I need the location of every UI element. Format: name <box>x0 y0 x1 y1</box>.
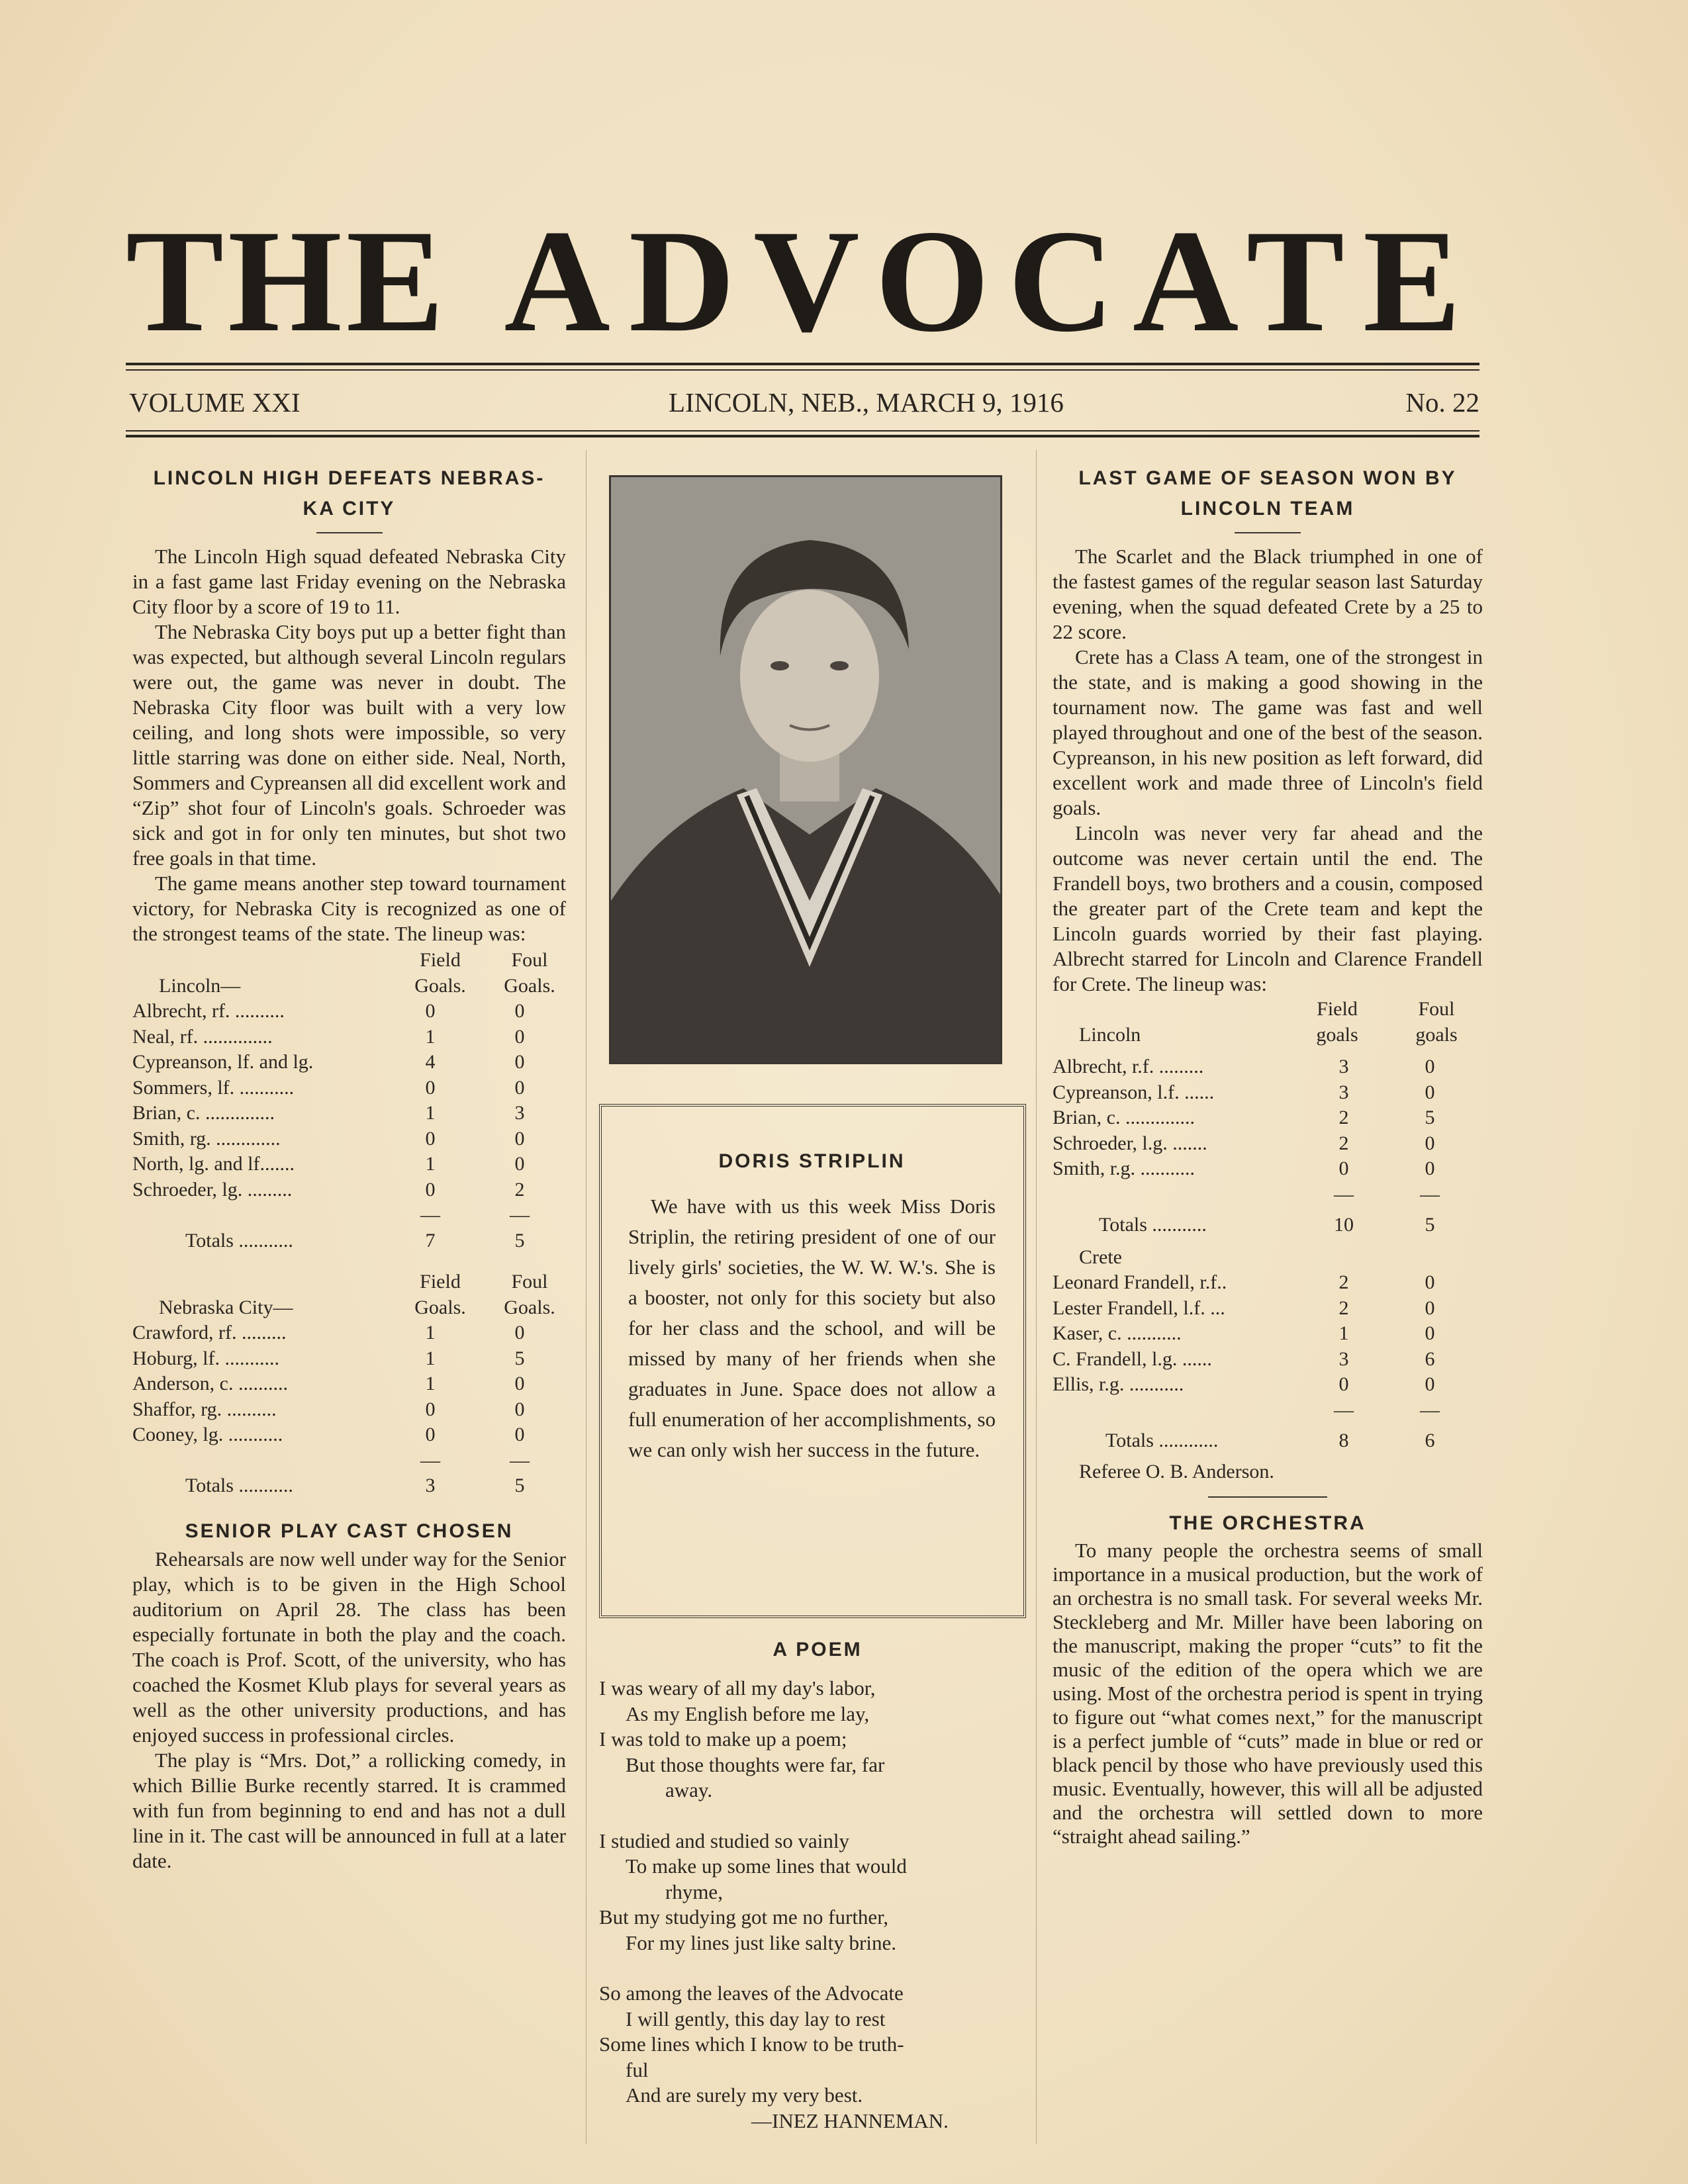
poem-line: rhyme, <box>665 1880 723 1903</box>
paragraph: The Lincoln High squad defeated Nebraska City in a fast game last Friday evening on the Nebraska City floor by a score of 19 to 11. <box>132 545 566 618</box>
player: Shaffor, rg. .......... <box>132 1398 277 1420</box>
totals-label: Totals ........... <box>1099 1214 1207 1236</box>
player: Albrecht, rf. .......... <box>132 1000 285 1022</box>
totals-row <box>1053 1212 1483 1238</box>
foul-goals: 2 <box>514 1178 525 1201</box>
field-goals: 0 <box>425 1424 436 1445</box>
lineup-table-nebraska-city <box>132 1269 566 1499</box>
headline-line: LAST GAME OF SEASON WON BY <box>1078 467 1457 489</box>
foul-goals: 0 <box>1425 1373 1435 1395</box>
dash: — <box>1420 1398 1440 1421</box>
player: Kaser, c. ........... <box>1053 1322 1182 1344</box>
foul-goals: 0 <box>514 1373 525 1394</box>
top-rule-thick <box>126 363 1479 365</box>
player: Sommers, lf. ........... <box>132 1076 295 1099</box>
foul-goals: 5 <box>514 1347 525 1369</box>
field-goals: 1 <box>425 1347 436 1369</box>
top-rule-thin <box>126 369 1479 371</box>
field-goals: 0 <box>425 1076 436 1099</box>
dash: — <box>420 1449 440 1471</box>
total-field-goals: 7 <box>425 1229 436 1251</box>
foul-goals: 0 <box>514 1127 525 1150</box>
poem-author: —INEZ HANNEMAN. <box>751 2109 949 2132</box>
article-body <box>132 544 566 946</box>
box-headline: DORIS STRIPLIN <box>718 1150 906 1172</box>
col-header: goals <box>1415 1023 1458 1046</box>
field-goals: 2 <box>1338 1297 1349 1319</box>
totals-label: Totals ........... <box>185 1475 293 1496</box>
foul-goals: 0 <box>1425 1056 1435 1077</box>
table-row <box>132 1075 566 1101</box>
foul-goals: 6 <box>1425 1347 1435 1370</box>
col-header: Goals. <box>414 1296 466 1318</box>
foul-goals: 0 <box>1425 1158 1435 1179</box>
table-row <box>1053 1347 1483 1373</box>
table-row <box>132 1320 566 1346</box>
article-body <box>1053 544 1483 997</box>
issue-number: No. 22 <box>1405 387 1479 418</box>
table-row <box>132 1101 566 1126</box>
totals-row <box>132 1473 566 1499</box>
col-header: Field <box>420 949 461 971</box>
totals-label: Totals ........... <box>185 1229 293 1251</box>
box-text: We have with us this week Miss Doris Striplin, the retiring president of one of our lively girls' societies, the W. W. W.'s. She is a booster, not only for this society but also for her class and the school, and will be missed by many of her friends when she graduates in June. Space does not allow a full enumeration of her accomplishments, so we can only wish her success in the future. <box>628 1195 996 1461</box>
dash: — <box>1420 1183 1440 1205</box>
totals-row <box>132 1228 566 1254</box>
masthead-advocate: ADVOCATE <box>504 200 1479 363</box>
team-name: Lincoln— <box>159 974 241 997</box>
field-goals: 0 <box>1338 1373 1349 1395</box>
dash: — <box>510 1449 530 1471</box>
poem-line: To make up some lines that would <box>626 1854 907 1878</box>
col-header: goals <box>1316 1023 1358 1046</box>
right-column <box>1053 463 1483 1848</box>
field-goals: 2 <box>1338 1132 1349 1154</box>
poem-line: I will gently, this day lay to rest <box>626 2007 886 2030</box>
table-row <box>132 1371 566 1397</box>
total-field-goals: 3 <box>425 1475 436 1496</box>
paragraph: The Nebraska City boys put up a better fight than was expected, but although several Lincoln regulars were out, the game was never in doubt. The Nebraska City floor was built with a very low ceiling, and long shots were impossible, so very little starring was done on either side. Neal, North, Sommers and Cypreansen all did excellent work and “Zip” shot four of Lincoln's goals. Schroeder was sick and got in for only ten minutes, but shot two free goals in that time. <box>132 620 566 870</box>
foul-goals: 0 <box>1425 1297 1435 1319</box>
player: Brian, c. .............. <box>132 1102 275 1124</box>
table-row <box>1053 1321 1483 1347</box>
poem-headline: A POEM <box>773 1639 863 1661</box>
col-header: Foul <box>1418 998 1455 1020</box>
article-body <box>1053 1539 1483 1848</box>
player: Lester Frandell, l.f. ... <box>1053 1297 1225 1319</box>
table-row <box>132 1346 566 1372</box>
portrait-image <box>611 477 1002 1064</box>
poem-line: So among the leaves of the Advocate <box>599 1981 904 2005</box>
foul-goals: 5 <box>1425 1107 1435 1128</box>
player: Albrecht, r.f. ......... <box>1053 1056 1204 1077</box>
foul-goals: 0 <box>1425 1322 1435 1344</box>
paragraph: To many people the orchestra seems of small importance in a musical production, but the work of an orchestra is no small task. For several weeks Mr. Steckleberg and Mr. Miller have been laboring on the manuscript, making the proper “cuts” to fit the music of the edition of the opera which we are using. Most of the orchestra period is spent in trying to figure out “what comes next,” for the manuscript is a perfect jumble of “cuts” made in blue or red or black pencil by those who have previously used this music. Eventually, however, this will all be adjusted and the orchestra will settled down to more “straight ahead sailing.” <box>1053 1539 1483 1848</box>
foul-goals: 0 <box>514 1051 525 1073</box>
poem-line: I was weary of all my day's labor, <box>599 1676 876 1700</box>
dash: — <box>1334 1183 1354 1205</box>
table-row <box>1053 1270 1483 1296</box>
foul-goals: 0 <box>514 1153 525 1175</box>
totals-label: Totals ............ <box>1105 1430 1219 1451</box>
col-header: Foul <box>511 949 548 971</box>
dash: — <box>510 1204 530 1226</box>
team-name: Nebraska City— <box>159 1296 293 1318</box>
masthead-the: THE <box>126 200 448 363</box>
left-column <box>132 463 566 1874</box>
field-goals: 0 <box>425 1127 436 1150</box>
foul-goals: 0 <box>514 1424 525 1445</box>
player: Crawford, rf. ......... <box>132 1322 287 1343</box>
headline-rule <box>316 532 383 533</box>
headline-rule <box>1235 532 1301 533</box>
poem-body <box>599 1676 1036 2134</box>
player: Neal, rf. .............. <box>132 1025 273 1048</box>
field-goals: 2 <box>1338 1271 1349 1293</box>
total-foul-goals: 5 <box>1425 1214 1435 1236</box>
section-rule <box>1208 1496 1327 1498</box>
column-divider-right <box>1036 450 1037 2144</box>
poem-line: I studied and studied so vainly <box>599 1829 849 1852</box>
field-goals: 0 <box>1338 1158 1349 1179</box>
poem-line: And are surely my very best. <box>626 2083 863 2107</box>
article-body <box>132 1547 566 1874</box>
field-goals: 1 <box>425 1102 436 1124</box>
table-row <box>132 1050 566 1075</box>
paragraph: Rehearsals are now well under way for the Senior play, which is to be given in the High School auditorium on April 28. The class has been especially fortunate in both the play and the coach. The coach is Prof. Scott, of the university, who has coached the Kosmet Klub plays for several years as well as the other university productions, and has enjoyed success in professional circles. <box>132 1547 566 1747</box>
table-row <box>1053 1080 1483 1106</box>
place-date: LINCOLN, NEB., MARCH 9, 1916 <box>669 387 1064 418</box>
col-header: Field <box>1317 998 1358 1020</box>
dateline-rule-thick <box>126 435 1479 437</box>
player: Schroeder, lg. ......... <box>132 1178 293 1201</box>
player: Smith, rg. ............. <box>132 1127 281 1150</box>
poem-line: For my lines just like salty brine. <box>626 1931 896 1954</box>
poem-line: As my English before me lay, <box>626 1702 870 1725</box>
paragraph: The game means another step toward tournament victory, for Nebraska City is recognized as one of the strongest teams of the state. The lineup was: <box>132 872 566 945</box>
volume-label: VOLUME XXI <box>129 387 301 418</box>
paragraph: The play is “Mrs. Dot,” a rollicking comedy, in which Billie Burke recently starred. It is crammed with fun from beginning to end and has not a dull line in it. The cast will be announced in full at a later date. <box>132 1748 566 1872</box>
player: Cypreanson, lf. and lg. <box>132 1051 314 1073</box>
poem-line: But those thoughts were far, far <box>626 1752 885 1776</box>
poem-line: ful <box>626 2058 649 2081</box>
foul-goals: 0 <box>514 1000 525 1022</box>
team-name: Crete <box>1079 1246 1122 1268</box>
player: Ellis, r.g. ........... <box>1053 1373 1184 1395</box>
total-foul-goals: 6 <box>1425 1430 1435 1451</box>
field-goals: 3 <box>1338 1347 1349 1370</box>
table-row <box>1053 1156 1483 1182</box>
dash: — <box>420 1204 440 1226</box>
foul-goals: 0 <box>1425 1081 1435 1103</box>
team-name: Lincoln <box>1079 1023 1141 1046</box>
player: C. Frandell, l.g. ...... <box>1053 1347 1212 1370</box>
col-header: Goals. <box>414 974 466 997</box>
foul-goals: 0 <box>1425 1271 1435 1293</box>
col-header: Field <box>420 1271 461 1293</box>
foul-goals: 0 <box>514 1398 525 1420</box>
player: Hoburg, lf. ........... <box>132 1347 279 1369</box>
dateline <box>129 386 1479 419</box>
total-foul-goals: 5 <box>514 1229 525 1251</box>
total-foul-goals: 5 <box>514 1475 525 1496</box>
field-goals: 3 <box>1338 1056 1349 1077</box>
portrait-photo <box>609 475 1002 1064</box>
table-row <box>132 1024 566 1050</box>
article-headline: THE ORCHESTRA <box>1169 1512 1366 1534</box>
field-goals: 1 <box>425 1025 436 1048</box>
poem-line: Some lines which I know to be truth- <box>599 2032 904 2056</box>
headline-line: LINCOLN TEAM <box>1180 498 1355 520</box>
table-row <box>132 1126 566 1152</box>
foul-goals: 0 <box>514 1025 525 1048</box>
field-goals: 4 <box>425 1051 436 1073</box>
col-header: Goals. <box>504 1296 555 1318</box>
headline-line: LINCOLN HIGH DEFEATS NEBRAS- <box>153 467 545 489</box>
paragraph: The Scarlet and the Black triumphed in one of the fastest games of the regular season last Saturday evening, when the squad defeated Crete by a 25 to 22 score. <box>1053 545 1483 643</box>
player: North, lg. and lf....... <box>132 1153 295 1175</box>
paragraph: Crete has a Class A team, one of the strongest in the state, and is making a good showing in the tournament now. The game was fast and well played throughout and one of the best of the season. Cypreanson, in his new position as left forward, did excellent work and made three of Lincoln's field goals. <box>1053 645 1483 819</box>
foul-goals: 3 <box>514 1102 525 1124</box>
total-field-goals: 10 <box>1334 1214 1354 1236</box>
totals-row <box>1053 1428 1483 1454</box>
foul-goals: 0 <box>514 1076 525 1099</box>
table-row <box>132 1152 566 1177</box>
foul-goals: 0 <box>1425 1132 1435 1154</box>
field-goals: 1 <box>425 1153 436 1175</box>
table-row <box>1053 1296 1483 1322</box>
lineup-table-lincoln <box>1053 997 1483 1484</box>
field-goals: 1 <box>425 1322 436 1343</box>
field-goals: 2 <box>1338 1107 1349 1128</box>
player: Schroeder, l.g. ....... <box>1053 1132 1207 1154</box>
field-goals: 3 <box>1338 1081 1349 1103</box>
table-row <box>132 1422 566 1448</box>
paragraph: Lincoln was never very far ahead and the outcome was never certain until the end. The Frandell boys, two brothers and a cousin, composed the greater part of the Crete team and kept the Lincoln guards worried by their fast playing. Albrecht starred for Lincoln and Clarence Frandell for Crete. The lineup was: <box>1053 821 1483 995</box>
poem-line: I was told to make up a poem; <box>599 1727 847 1751</box>
article-headline: SENIOR PLAY CAST CHOSEN <box>185 1520 514 1542</box>
table-row <box>1053 1105 1483 1131</box>
player: Cooney, lg. ........... <box>132 1424 283 1445</box>
player: Brian, c. .............. <box>1053 1107 1195 1128</box>
poem-section <box>599 1635 1036 2134</box>
table-row <box>132 999 566 1024</box>
field-goals: 0 <box>425 1000 436 1022</box>
col-header: Goals. <box>504 974 555 997</box>
field-goals: 0 <box>425 1178 436 1201</box>
article-headline <box>132 463 566 524</box>
field-goals: 0 <box>425 1398 436 1420</box>
masthead <box>126 200 1479 363</box>
player: Smith, r.g. ........... <box>1053 1158 1196 1179</box>
table-row <box>1053 1054 1483 1080</box>
headline-line: KA CITY <box>303 498 396 520</box>
total-field-goals: 8 <box>1338 1430 1349 1451</box>
table-row <box>1053 1131 1483 1157</box>
field-goals: 1 <box>1338 1322 1349 1344</box>
poem-line: away. <box>665 1778 713 1801</box>
table-row <box>132 1177 566 1203</box>
poem-line: But my studying got me no further, <box>599 1905 889 1929</box>
lineup-table-lincoln <box>132 948 566 1253</box>
profile-box <box>599 1104 1026 1618</box>
article-headline <box>1053 463 1483 524</box>
player: Cypreanson, l.f. ...... <box>1053 1081 1215 1103</box>
table-row <box>132 1397 566 1423</box>
dash: — <box>1334 1398 1354 1421</box>
player: Anderson, c. .......... <box>132 1373 288 1394</box>
table-row <box>1053 1372 1483 1398</box>
foul-goals: 0 <box>514 1322 525 1343</box>
field-goals: 1 <box>425 1373 436 1394</box>
player: Leonard Frandell, r.f.. <box>1053 1271 1227 1293</box>
dateline-rule-thin <box>126 430 1479 432</box>
referee-line: Referee O. B. Anderson. <box>1079 1460 1274 1482</box>
col-header: Foul <box>511 1271 548 1293</box>
